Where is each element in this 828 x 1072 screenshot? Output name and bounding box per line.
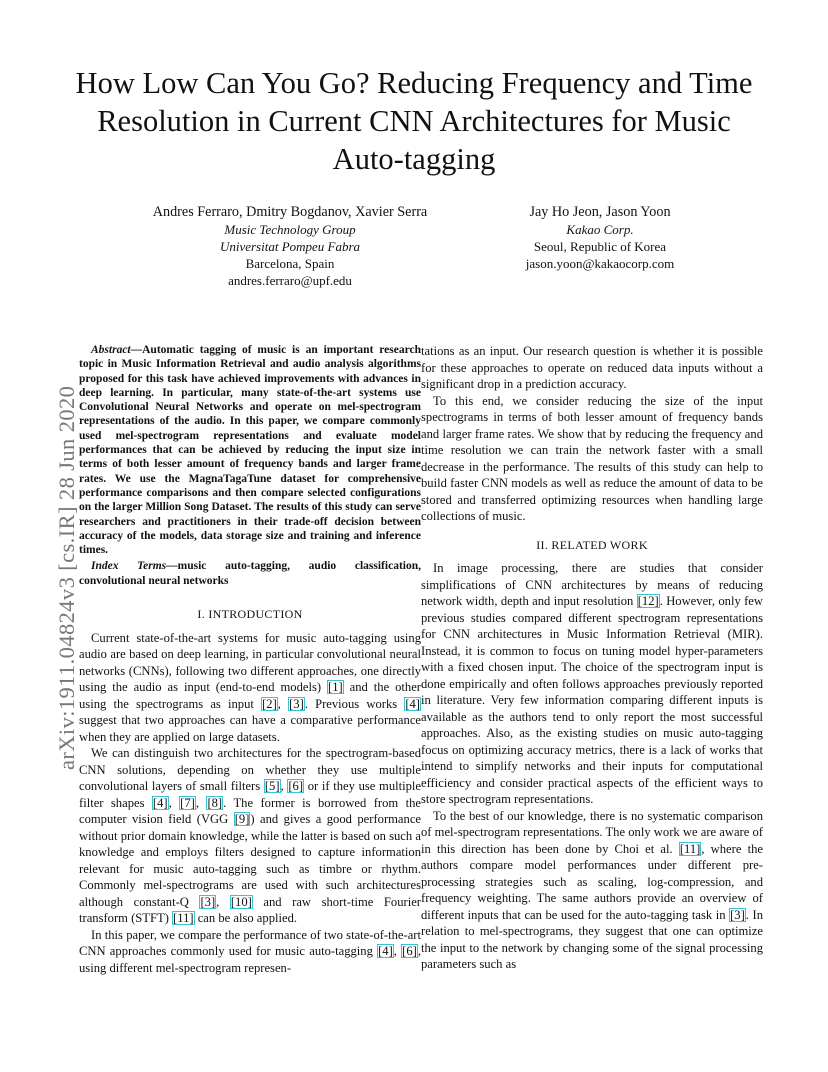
citation-link[interactable]: [4] <box>378 944 393 959</box>
citation-link[interactable]: [8] <box>207 795 223 810</box>
author-group: Kakao Corp. <box>566 222 634 237</box>
related-work-body <box>421 560 763 973</box>
author-names: Andres Ferraro, Dmitry Bogdanov, Xavier Serra <box>152 204 428 220</box>
arxiv-identifier-text: arXiv:1911.04824v3 [cs.IR] 28 Jun 2020 <box>54 385 79 770</box>
section-heading-related-work: II. RELATED WORK <box>536 537 648 552</box>
body-paragraph: To this end, we consider reducing the size of the input spectrograms in terms of both lesser amount of frequency bands and larger frame rates. We show that by reducing the frequency and time resolution we can train the network faster with a small decrease in the performance. The results of this study can help to build faster CNN models as well as reduce the amount of data to be stored and transferred optimizing resources when handling large collections of music. <box>421 393 763 523</box>
abstract <box>79 343 421 557</box>
body-paragraph: In image processing, there are studies that consider simplifications of CNN architectures by means of reducing network width, depth and input resolution [12]. However, only few previous studies compared different spectrogram representations for CNN architectures in Music Information Retrieval (MIR). Instead, it is common to focus on tuning model hyper-parameters with a fixed chosen input. The choice of the spectrogram input is done empirically and often follows approaches previously reported in literature. Very few information comparing different inputs is available as the authors tend to only report the most successful approaches. Also, as the existing studies on music auto-tagging focus on optimizing accuracy metrics, there is a lack of works that intend to simplify networks and their inputs for computational efficiency and consider practical aspects of the efficient ways to store spectrogram representations. <box>421 561 763 806</box>
citation-link[interactable]: [3] <box>200 894 216 909</box>
abstract-label: Abstract <box>91 344 131 356</box>
author-location: Barcelona, Spain <box>245 256 335 271</box>
author-location: Seoul, Republic of Korea <box>533 239 667 254</box>
citation-link[interactable]: [7] <box>180 795 195 810</box>
author-email[interactable]: jason.yoon@kakaocorp.com <box>525 256 675 271</box>
citation-link[interactable]: [1] <box>328 680 343 695</box>
author-group: Music Technology Group <box>224 222 356 237</box>
citation-link[interactable]: [3] <box>730 907 745 922</box>
citation-link[interactable]: [6] <box>402 944 417 959</box>
citation-link[interactable]: [4] <box>405 696 420 711</box>
body-paragraph: tations as an input. Our research question is whether it is possible for these approaches to operate on reduced data inputs without a significant drop in a prediction accuracy. <box>421 344 763 391</box>
body-paragraph: In this paper, we compare the performance of two state-of-the-art CNN approaches commonly used for music auto-tagging [4], [6], using different mel-spectrogram represen- <box>79 927 422 975</box>
citation-link[interactable]: [10] <box>230 894 252 909</box>
body-paragraph: To the best of our knowledge, there is no systematic comparison of mel-spectrogram representations. The only work we are aware of in this direction has been done by Choi et al. [11], where the authors compare model performances under different pre-processing strategies such as scaling, log-compression, and frequency weighting. The same authors provide an overview of different inputs that can be used for the auto-tagging task in [3]. In relation to mel-spectrograms, they suggest that one can optimize the input to the network by changing some of the signal processing parameters such as <box>421 808 763 971</box>
index-terms-label: Index Terms <box>91 560 167 573</box>
author-email[interactable]: andres.ferraro@upf.edu <box>228 273 352 288</box>
body-paragraph: Current state-of-the-art systems for music auto-tagging using audio are based on deep learning, in particular convolutional neural networks (CNNs), following two different approaches, one directly using the audio as input (end-to-end models) [1] and the other using the spectrograms as input [2], [3]. Previous works [4] suggest that two approaches can have a comparative performance when they are applied on large datasets. <box>79 630 421 744</box>
left-column <box>79 343 421 976</box>
citation-link[interactable]: [3] <box>289 696 304 711</box>
introduction-body <box>79 630 421 977</box>
right-column <box>421 343 763 973</box>
index-terms-text: —music auto-tagging, audio classification, convolutional neural networks <box>79 560 421 587</box>
citation-link[interactable]: [2] <box>262 696 277 711</box>
citation-link[interactable]: [11] <box>173 911 194 926</box>
index-terms <box>79 559 421 588</box>
arxiv-identifier-stamp[interactable] <box>22 300 79 770</box>
author-block-kakao <box>490 203 710 272</box>
author-names: Jay Ho Jeon, Jason Yoon <box>529 204 671 220</box>
citation-link[interactable]: [6] <box>288 779 304 794</box>
body-paragraph: We can distinguish two architectures for the spectrogram-based CNN solutions, depending on whether they use multiple convolutional layers of small filters [5], [6] or if they use multiple filter shapes [4], [7], [8]. The former is borrowed from the computer vision field (VGG [9]) and gives a good performance without prior domain knowledge, while the latter is based on such a knowledge and employs filters designed to capture information relevant for music auto-tagging such as timbre or rhythm. Commonly mel-spectrograms are used with such architectures although constant-Q [3], [10] and raw short-time Fourier transform (STFT) [11] can be also applied. <box>79 746 422 926</box>
citation-link[interactable]: [4] <box>152 795 168 810</box>
abstract-text: —Automatic tagging of music is an important research topic in Music Information Retrieval and audio analysis algorithms proposed for this task have achieved improvements with advances in deep learning. In particular, many state-of-the-art systems use Convolutional Neural Networks and operate on mel-spectrogram representations of the audio. In this paper, we compare commonly used mel-spectrogram representations and evaluate model performances that can be achieved by reducing the input size in terms of both lesser amount of frequency bands and larger frame rates. We use the MagnaTagaTune dataset for comprehensive performance comparisons and then compare selected configurations on the larger Million Song Dataset. The results of this study can serve researchers and practitioners in their trade-off decision between accuracy of the models, data storage size and training and inference times. <box>79 344 421 557</box>
author-institution: Universitat Pompeu Fabra <box>219 239 361 254</box>
citation-link[interactable]: [12] <box>637 594 659 608</box>
citation-link[interactable]: [5] <box>264 779 280 794</box>
section-heading-introduction: I. INTRODUCTION <box>197 607 303 622</box>
citation-link[interactable]: [11] <box>679 841 701 856</box>
paper-title: How Low Can You Go? Reducing Frequency and Time Resolution in Current CNN Architectures for Music Auto-tagging <box>75 66 753 176</box>
author-block-upf <box>115 203 465 289</box>
introduction-continued <box>421 343 763 525</box>
citation-link[interactable]: [9] <box>234 812 250 827</box>
